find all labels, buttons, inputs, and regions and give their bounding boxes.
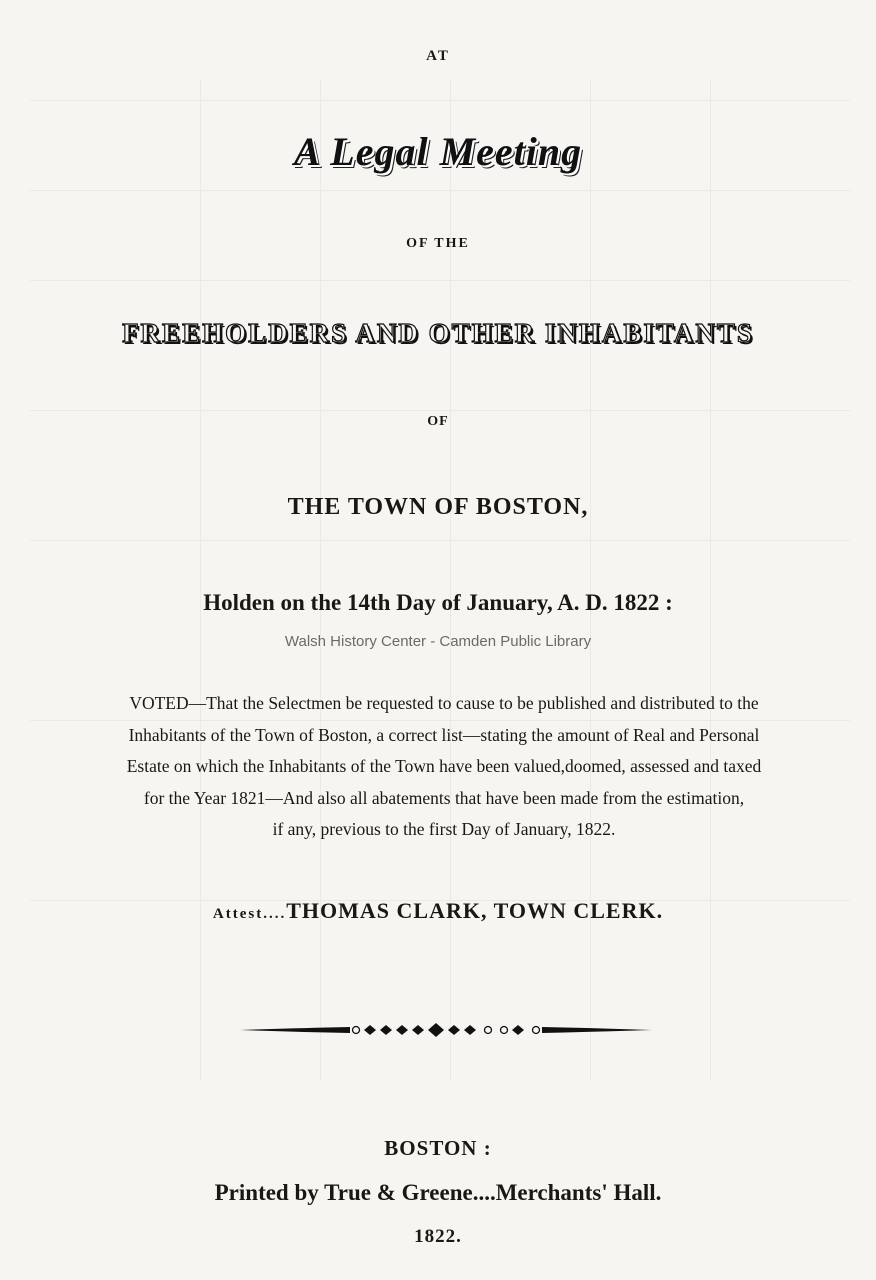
vote-line: VOTED—That the Selectmen be requested to cause to be published and distributed to the — [129, 693, 759, 713]
vote-line: Inhabitants of the Town of Boston, a correct list—stating the amount of Real and Personal — [128, 724, 760, 745]
imprint-city: BOSTON : — [384, 1136, 492, 1160]
bleed-through-texture — [30, 80, 850, 1080]
heading-at: AT — [426, 48, 450, 64]
meeting-title: A Legal Meeting — [293, 129, 583, 174]
meeting-date: Holden on the 14th Day of January, A. D. 1822 : — [203, 590, 673, 615]
vote-line: if any, previous to the first Day of January, 1822. — [272, 819, 616, 839]
attest-label: Attest.... — [212, 906, 287, 922]
imprint-year: 1822. — [414, 1226, 462, 1247]
heading-of-the: OF THE — [406, 236, 470, 251]
attestation — [0, 898, 876, 924]
vote-line: Estate on which the Inhabitants of the Town have been valued,doomed, assessed and taxed — [126, 756, 762, 776]
printer-line: Printed by True & Greene....Merchants' Hall. — [214, 1180, 662, 1205]
freeholders-heading: FREEHOLDERS AND OTHER INHABITANTS — [122, 318, 754, 348]
town-clerk-name: THOMAS CLARK, TOWN CLERK. — [286, 898, 664, 923]
vote-text — [34, 688, 854, 846]
heading-of: OF — [427, 414, 449, 429]
library-watermark: Walsh History Center - Camden Public Library — [284, 633, 592, 650]
ornamental-rule-divider — [240, 1020, 652, 1040]
town-heading: THE TOWN OF BOSTON, — [287, 494, 589, 520]
vote-line: for the Year 1821—And also all abatements that have been made from the estimation, — [143, 787, 745, 808]
